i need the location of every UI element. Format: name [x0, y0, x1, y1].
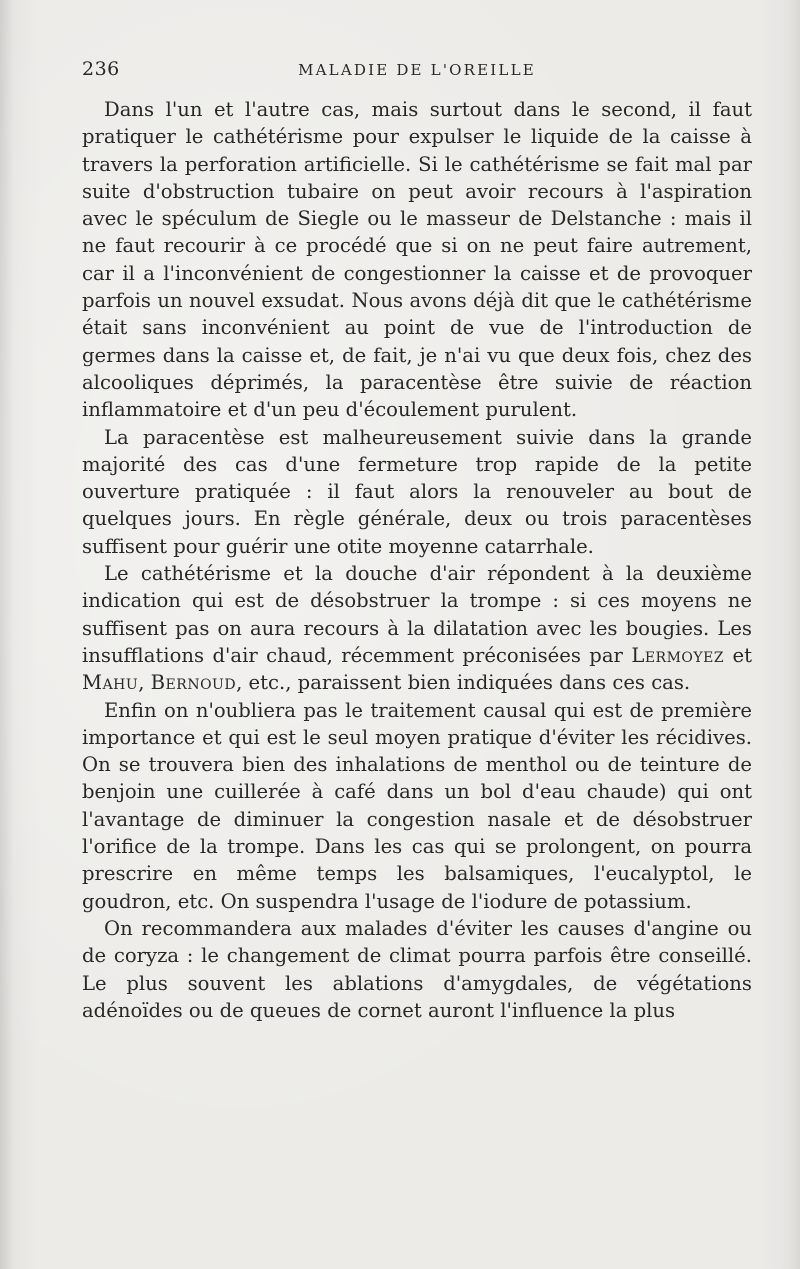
paragraph-3: [82, 560, 752, 696]
running-title: MALADIE DE L'OREILLE: [298, 61, 536, 79]
author-name-bernoud: Bernoud: [150, 671, 237, 695]
paragraph-5: On recommandera aux malades d'éviter les causes d'angine ou de coryza : le changement de climat pourra parfois être conseillé. Le plus souvent les ablations d'amygdales, de végétations adénoïdes ou de queues de cornet auront l'influence la plus: [82, 916, 752, 1022]
paragraph-3-text-c: ,: [138, 671, 151, 695]
body-text: [82, 96, 752, 1024]
page-number: 236: [82, 58, 120, 80]
page-header: [82, 58, 752, 88]
paragraph-1: Dans l'un et l'autre cas, mais surtout dans le second, il faut pratiquer le cathétérisme pour expulser le liquide de la caisse à travers la perforation artificielle. Si le cathétérisme se fait mal par suite d'obstruction tubaire on peut avoir recours à l'aspiration avec le spéculum de Siegle ou le masseur de Delstanche : mais il ne faut recourir à ce procédé que si on ne peut faire autrement, car il a l'inconvénient de congestionner la caisse et de provoquer parfois un nouvel exsudat. Nous avons déjà dit que le cathétérisme était sans inconvénient au point de vue de l'introduction de germes dans la caisse et, de fait, je n'ai vu que deux fois, chez des alcooliques déprimés, la paracentèse être suivie de réaction inflammatoire et d'un peu d'écoulement purulent.: [82, 98, 752, 422]
paragraph-3-text-b: et: [724, 643, 753, 667]
author-name-lermoyez: Lermoyez: [631, 643, 725, 667]
paragraph-3-text-d: , etc., paraissent bien indiquées dans ces cas.: [236, 671, 691, 695]
paragraph-4: Enfin on n'oubliera pas le traitement causal qui est de première importance et qui est le seul moyen pratique d'éviter les récidives. On se trouvera bien des inhalations de menthol ou de teinture de benjoin une cuillerée à café dans un bol d'eau chaude) qui ont l'avantage de diminuer la congestion nasale et de désobstruer l'orifice de la trompe. Dans les cas qui se prolongent, on pourra prescrire en même temps les balsamiques, l'eucalyptol, le goudron, etc. On suspendra l'usage de l'iodure de potassium.: [82, 698, 752, 913]
author-name-mahu: Mahu: [82, 671, 139, 695]
paragraph-2: La paracentèse est malheureusement suivie dans la grande majorité des cas d'une fermeture trop rapide de la petite ouverture pratiquée : il faut alors la renouveler au bout de quelques jours. En règle générale, deux ou trois paracentèses suffisent pour guérir une otite moyenne catarrhale.: [82, 425, 752, 558]
paragraph-3-text-a: Le cathétérisme et la douche d'air répondent à la deuxième indication qui est de désobstruer la trompe : si ces moyens ne suffisent pas on aura recours à la dilatation avec les bougies. Les insufflations d'air chaud, récemment préconisées par: [82, 562, 752, 667]
